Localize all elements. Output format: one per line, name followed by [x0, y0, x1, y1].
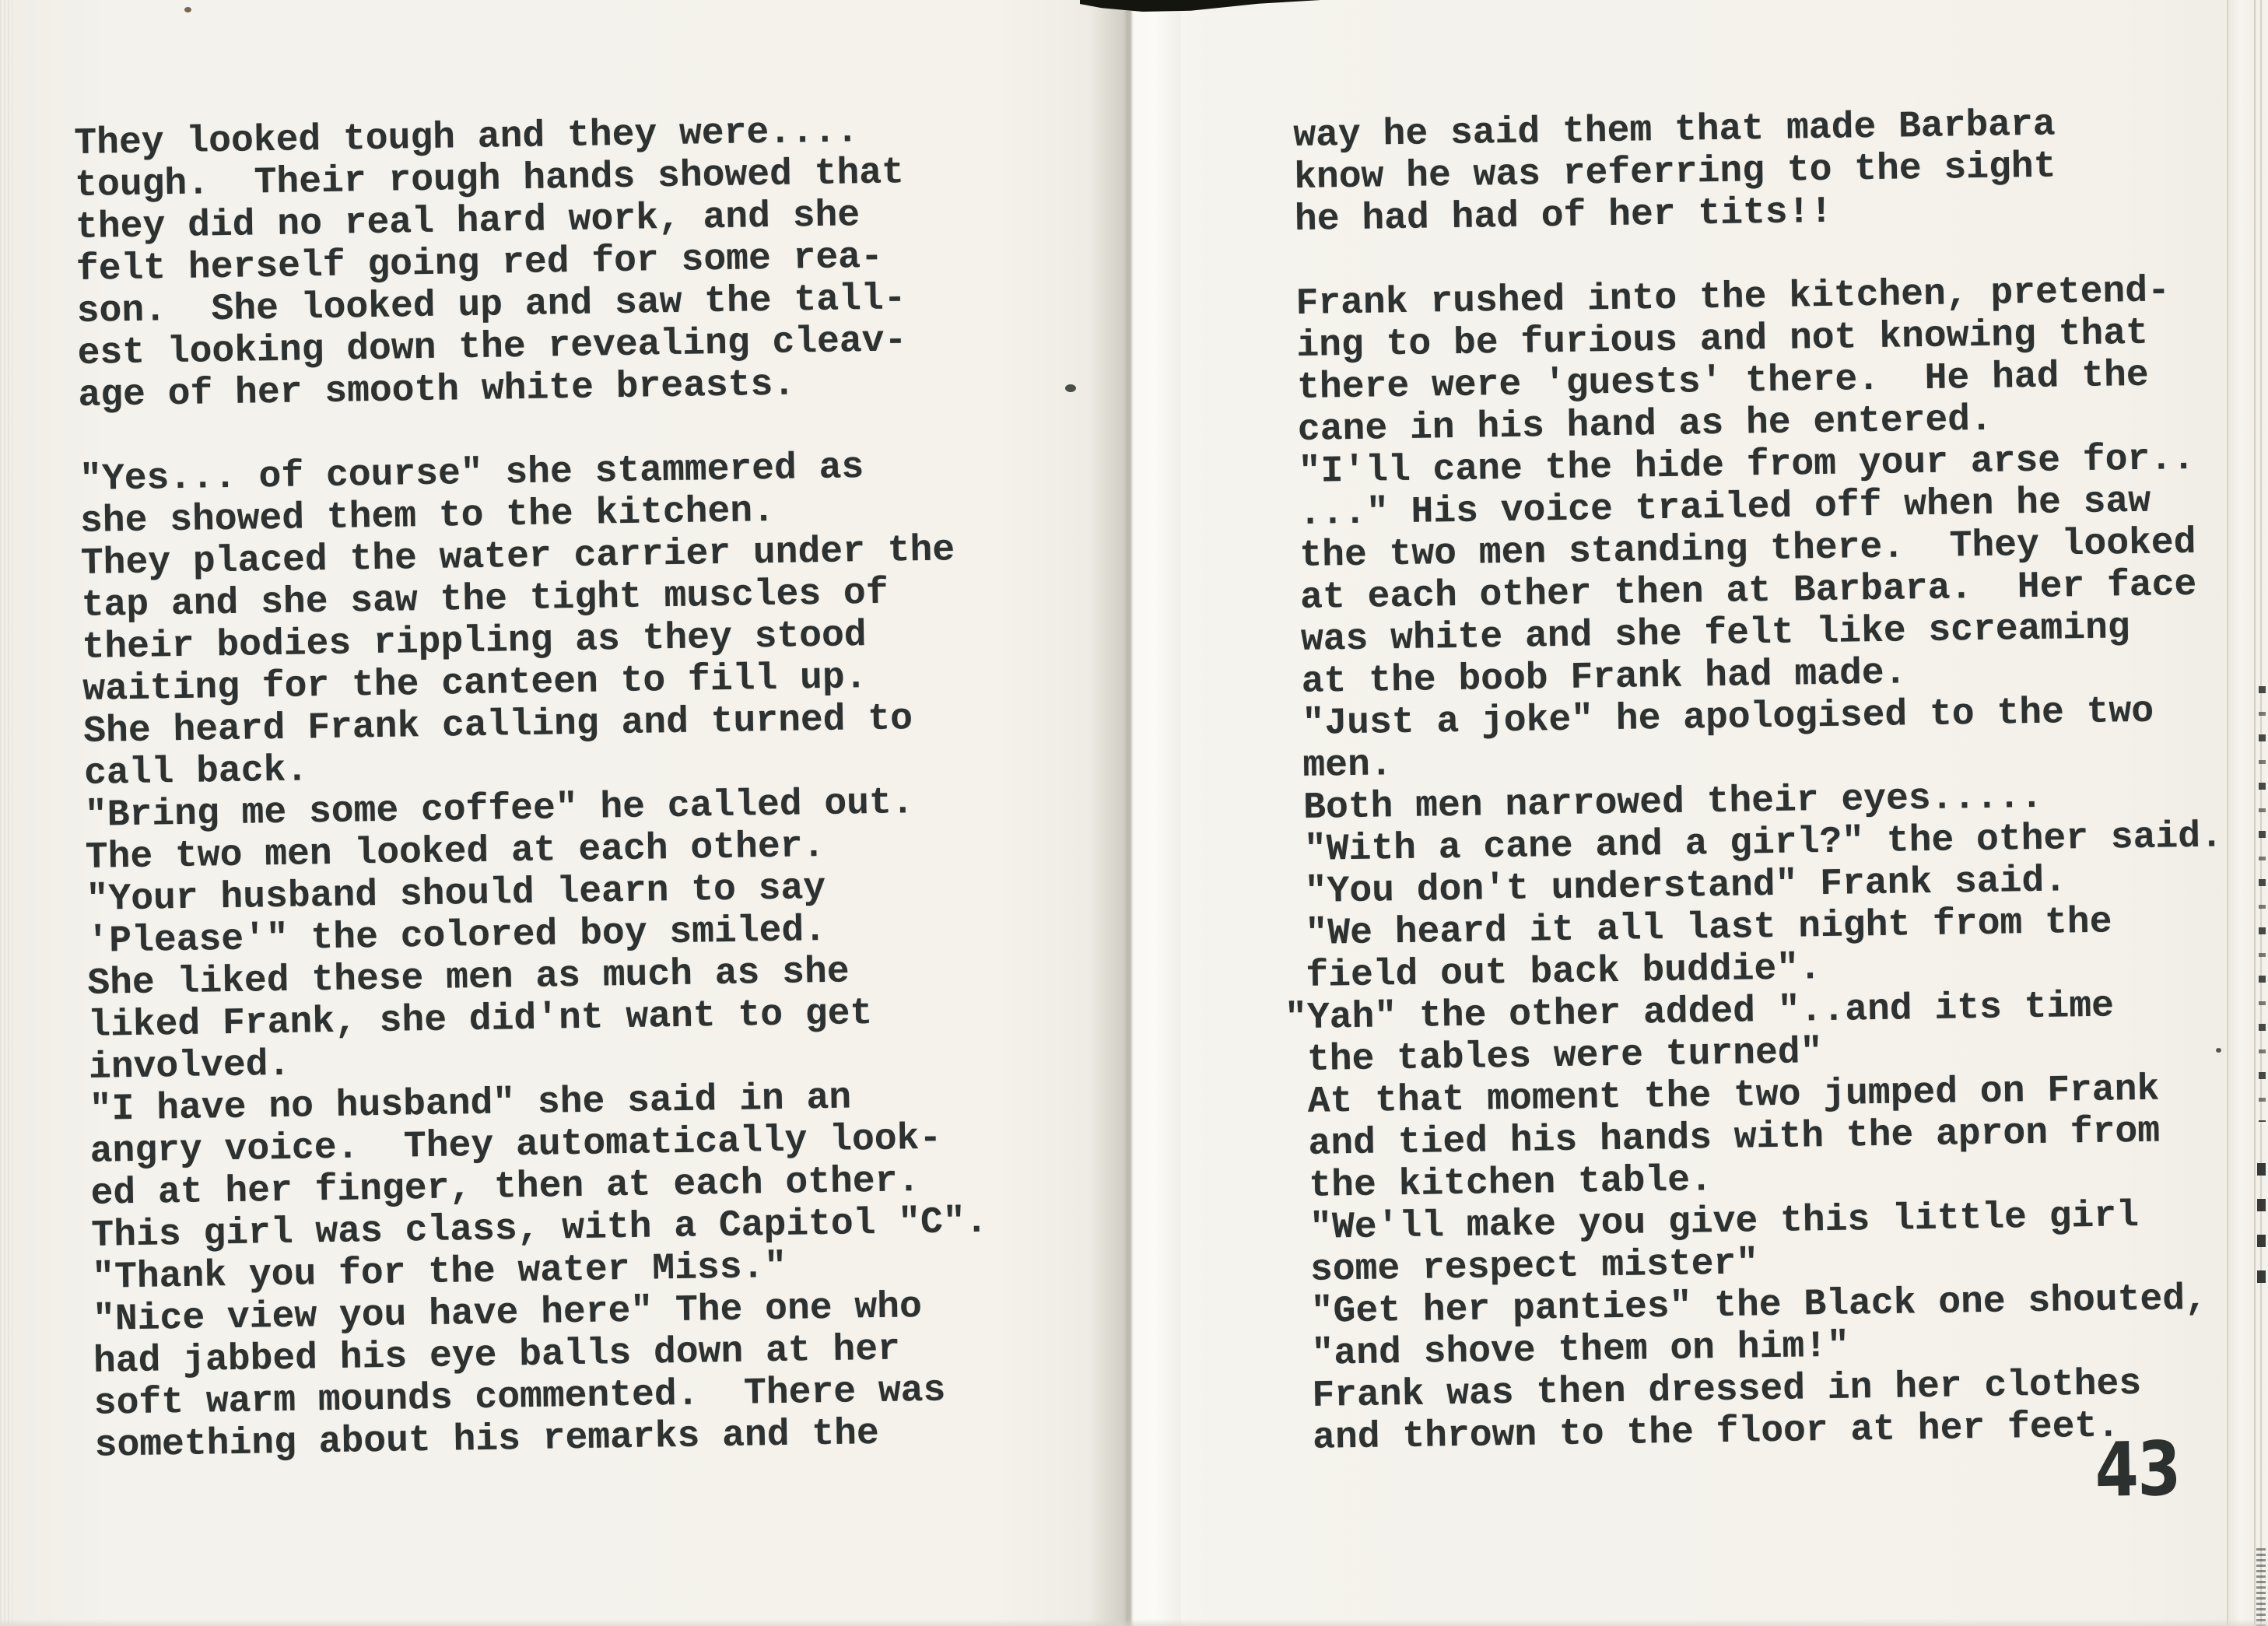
text-line: some respect mister"	[1309, 1242, 1759, 1291]
scan-speck	[2216, 1048, 2221, 1053]
text-line: men.	[1302, 744, 1393, 787]
text-line: Both men narrowed their eyes.....	[1302, 776, 2044, 829]
text-line: "Bring me some coffee" he called out.	[84, 782, 915, 837]
text-line: She liked these men as much as she	[86, 951, 850, 1005]
text-line: "I'll cane the hide from your arse for..	[1298, 437, 2196, 493]
text-line: "Yes... of course" she stammered as	[79, 447, 864, 501]
right-page-text	[1284, 101, 2232, 1460]
scan-speck	[1065, 384, 1076, 392]
text-line: "Your husband should learn to say	[86, 867, 826, 921]
text-line: angry voice. They automatically look-	[89, 1117, 942, 1173]
text-line: the tables were turned"	[1306, 1032, 1823, 1081]
text-line: know he was referring to the sight	[1293, 145, 2056, 199]
text-line: they did no real hard work, and she	[75, 194, 861, 249]
text-line: tough. Their rough hands showed that	[74, 152, 905, 207]
text-line: ..." His voice trailed off when he saw	[1299, 480, 2151, 535]
text-line: call back.	[83, 749, 309, 795]
text-line: They looked tough and they were....	[74, 110, 859, 165]
text-line: 'Please'" the colored boy smiled.	[86, 909, 827, 963]
text-line: "Yah" the other added "..and its time	[1284, 985, 2115, 1040]
text-line: "Get her panties" the Black one shouted,	[1310, 1277, 2208, 1333]
text-line: waiting for the canteen to fill up.	[82, 657, 868, 711]
text-line: something about his remarks and the	[94, 1412, 880, 1467]
text-line: ed at her finger, then at each other.	[90, 1160, 920, 1215]
text-line: the kitchen table.	[1309, 1159, 1713, 1207]
text-line: liked Frank, she did'nt want to get	[87, 993, 873, 1047]
text-line: there were 'guests' there. He had the	[1296, 354, 2150, 409]
text-line: their bodies rippling as they stood	[82, 615, 868, 669]
text-line: involved.	[88, 1043, 291, 1089]
text-line: the two men standing there. They looked	[1299, 521, 2196, 577]
text-line: had jabbed his eye balls down at her	[93, 1328, 901, 1383]
text-line: "You don't understand" Frank said.	[1304, 860, 2067, 913]
text-line: and thrown to the floor at her feet.	[1312, 1405, 2120, 1460]
text-line: "Just a joke" he apologised to the two	[1302, 690, 2154, 745]
page-number: 43	[2094, 1425, 2181, 1514]
text-line: and tied his hands with the apron from	[1308, 1110, 2161, 1165]
text-line: he had had of her tits!!	[1294, 191, 1833, 241]
page-edge-print-marks	[2257, 1163, 2266, 1288]
text-line: "Thank you for the water Miss."	[91, 1246, 787, 1299]
text-line: They placed the water carrier under the	[80, 529, 955, 585]
page-edge-print-marks	[2259, 686, 2266, 1122]
text-line: "We'll make you give this little girl	[1309, 1195, 2140, 1249]
text-line: soft warm mounds commented. There was	[93, 1369, 946, 1425]
text-line: ing to be furious and not knowing that	[1296, 312, 2149, 367]
text-line: way he said them that made Barbara	[1293, 103, 2056, 157]
text-line: "Nice view you have here" The one who	[92, 1286, 923, 1341]
text-line: was white and she felt like screaming	[1300, 607, 2131, 661]
text-line: tap and she saw the tight muscles of	[81, 572, 889, 627]
text-line: Frank was then dressed in her clothes	[1312, 1363, 2142, 1417]
text-line: field out back buddie".	[1306, 948, 1822, 997]
text-line: est looking down the revealing cleav-	[77, 320, 907, 375]
left-page	[0, 0, 1128, 1626]
scan-speck	[184, 7, 191, 12]
text-line: At that moment the two jumped on Frank	[1307, 1068, 2160, 1123]
bottom-scan-shadow	[0, 1619, 2268, 1626]
page-edge-print-marks	[2256, 1548, 2266, 1626]
text-line: This girl was class, with a Capitol "C".	[91, 1200, 988, 1257]
left-page-edges	[0, 0, 12, 1626]
text-line: She heard Frank calling and turned to	[82, 698, 913, 753]
text-line: The two men looked at each other.	[85, 825, 826, 879]
text-line: at each other then at Barbara. Her face	[1299, 563, 2197, 619]
text-line: "We heard it all last night from the	[1305, 901, 2112, 955]
right-page	[1128, 0, 2229, 1626]
left-page-text	[74, 109, 991, 1467]
text-line: age of her smooth white breasts.	[78, 363, 796, 417]
text-line: "and shove them on him!"	[1311, 1325, 1850, 1375]
text-line: at the boob Frank had made.	[1301, 652, 1907, 703]
text-line: "I have no husband" she said in an	[89, 1077, 852, 1131]
text-line: she showed them to the kitchen.	[79, 489, 776, 543]
text-line: Frank rushed into the kitchen, pretend-	[1295, 270, 2171, 325]
text-line: felt herself going red for some rea-	[75, 236, 884, 291]
text-line: son. She looked up and saw the tall-	[76, 278, 906, 333]
text-line: cane in his hand as he entered.	[1297, 398, 1993, 451]
text-line: "With a cane and a girl?" the other said.	[1303, 815, 2224, 871]
